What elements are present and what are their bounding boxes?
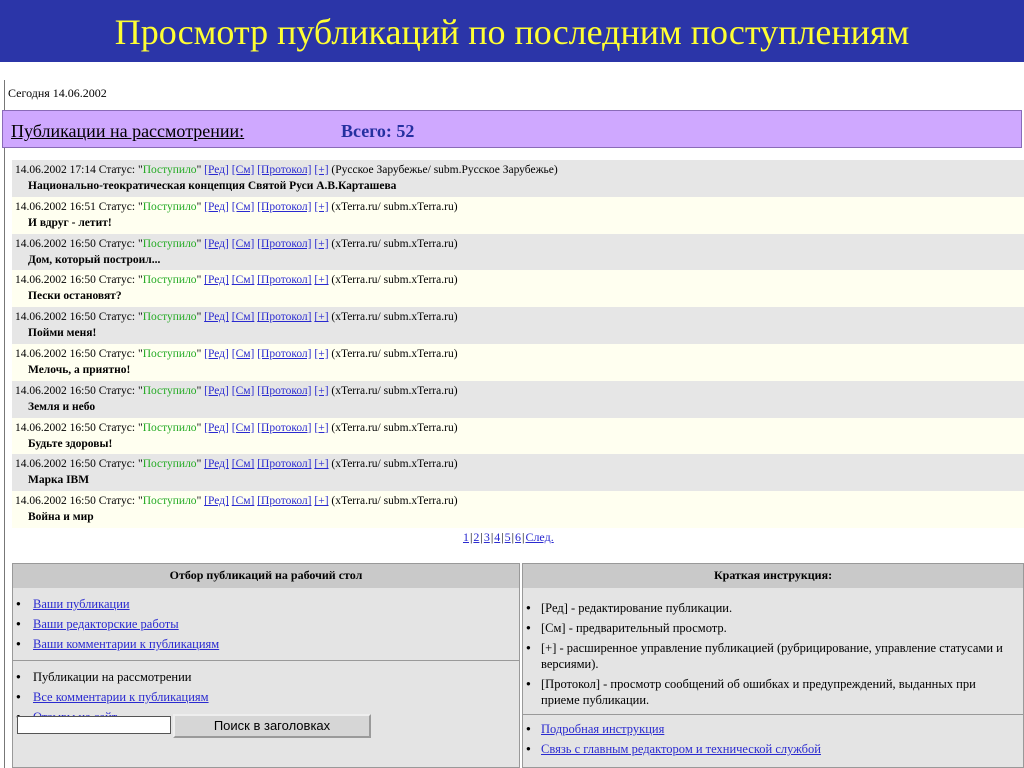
page-link[interactable]: 4 — [494, 530, 501, 544]
page-separator: | — [490, 530, 494, 544]
instruction-link[interactable]: Связь с главным редактором и технической службой — [541, 742, 821, 756]
protocol-link[interactable]: [Протокол] — [257, 347, 312, 360]
instruction-link-item — [523, 721, 1023, 737]
publication-title: Мелочь, а приятно! — [28, 363, 131, 376]
publication-title: Земля и небо — [28, 400, 96, 413]
view-link[interactable]: [См] — [231, 164, 255, 176]
publication-source: (xTerra.ru/ subm.xTerra.ru) — [331, 311, 458, 324]
publication-title: Дом, который построил... — [28, 253, 161, 266]
edit-link[interactable]: [Ред] — [204, 237, 229, 250]
view-link[interactable]: [См] — [231, 274, 255, 287]
publication-row — [12, 160, 1024, 197]
publication-status: Поступило — [142, 311, 197, 324]
publication-source: (xTerra.ru/ subm.xTerra.ru) — [331, 200, 458, 213]
publication-datetime: 14.06.2002 16:50 Статус: " — [15, 237, 143, 250]
page-link[interactable]: 2 — [473, 530, 480, 544]
today-date: Сегодня 14.06.2002 — [8, 86, 107, 100]
publication-row — [12, 491, 1024, 528]
view-link[interactable]: [См] — [231, 458, 255, 471]
selection-link-item — [13, 687, 519, 707]
publication-datetime: 14.06.2002 17:14 Статус: " — [15, 164, 143, 176]
edit-link[interactable]: [Ред] — [204, 421, 229, 434]
view-link[interactable]: [См] — [231, 237, 255, 250]
view-link[interactable]: [См] — [231, 311, 255, 324]
edit-link[interactable]: [Ред] — [204, 274, 229, 287]
publication-title: Национально-теократическая концепция Святой Руси А.В.Карташева — [28, 180, 397, 192]
instruction-item: ● [См] - предварительный просмотр. — [523, 620, 1023, 636]
selection-links-bottom — [13, 667, 519, 687]
extended-link[interactable]: [+] — [314, 164, 329, 176]
selection-link-item — [13, 634, 519, 654]
extended-link[interactable]: [+] — [314, 311, 329, 324]
publication-status: Поступило — [142, 200, 197, 213]
publication-meta: 14.06.2002 16:50 Статус: "Поступило" [Ред] [См] [Протокол] [+] (xTerra.ru/ subm.xTerra.ru) — [15, 495, 458, 508]
view-link[interactable]: [См] — [231, 347, 255, 360]
protocol-link[interactable]: [Протокол] — [257, 164, 312, 176]
publication-status: Поступило — [142, 458, 197, 471]
instructions-links — [523, 721, 1023, 757]
publication-source: (xTerra.ru/ subm.xTerra.ru) — [331, 384, 458, 397]
publication-datetime: 14.06.2002 16:51 Статус: " — [15, 200, 143, 213]
publication-status: Поступило — [142, 421, 197, 434]
instructions-heading: Краткая инструкция: — [523, 564, 1023, 588]
publication-meta: 14.06.2002 16:50 Статус: "Поступило" [Ред] [См] [Протокол] [+] (xTerra.ru/ subm.xTerra.ru) — [15, 421, 458, 434]
instruction-item: ● [+] - расширенное управление публикацией (рубрицирование, управление статусами и версиями). — [523, 640, 1023, 672]
page-separator: | — [522, 530, 525, 544]
instructions-divider — [523, 714, 1023, 715]
publication-meta: 14.06.2002 16:50 Статус: "Поступило" [Ред] [См] [Протокол] [+] (xTerra.ru/ subm.xTerra.ru) — [15, 384, 458, 397]
publication-source: (Русское Зарубежье/ subm.Русское Зарубежье) — [331, 164, 558, 176]
page-link[interactable]: 3 — [483, 530, 490, 544]
pending-bar — [2, 110, 1022, 148]
publication-datetime: 14.06.2002 16:50 Статус: " — [15, 274, 143, 287]
publication-meta: 14.06.2002 16:50 Статус: "Поступило" [Ред] [См] [Протокол] [+] (xTerra.ru/ subm.xTerra.ru) — [15, 458, 458, 471]
protocol-link[interactable]: [Протокол] — [257, 274, 312, 287]
publication-row — [12, 197, 1024, 234]
publication-datetime: 14.06.2002 16:50 Статус: " — [15, 458, 143, 471]
bottom-panels — [12, 563, 1024, 768]
current-section-item — [13, 667, 519, 687]
publication-row — [12, 270, 1024, 307]
selection-panel — [12, 563, 520, 768]
search-titles-button[interactable]: Поиск в заголовках — [173, 714, 371, 738]
edit-link[interactable]: [Ред] — [204, 347, 229, 360]
selection-link[interactable]: Ваши публикации — [33, 597, 130, 611]
selection-link[interactable]: Все комментарии к публикациям — [33, 690, 209, 704]
next-page-link[interactable]: След. — [525, 530, 554, 544]
publication-meta: 14.06.2002 16:50 Статус: "Поступило" [Ред] [См] [Протокол] [+] (xTerra.ru/ subm.xTerra.ru) — [15, 274, 458, 287]
view-link[interactable]: [См] — [231, 384, 255, 397]
page-link[interactable]: 5 — [504, 530, 511, 544]
publication-datetime: 14.06.2002 16:50 Статус: " — [15, 347, 143, 360]
publication-row — [12, 234, 1024, 271]
edit-link[interactable]: [Ред] — [204, 200, 229, 213]
publication-source: (xTerra.ru/ subm.xTerra.ru) — [331, 274, 458, 287]
selection-link[interactable]: Ваши комментарии к публикациям — [33, 637, 220, 651]
publication-row — [12, 381, 1024, 418]
extended-link[interactable]: [+] — [314, 274, 329, 287]
protocol-link[interactable]: [Протокол] — [257, 237, 312, 250]
instructions-list — [523, 588, 1023, 708]
publication-source: (xTerra.ru/ subm.xTerra.ru) — [331, 421, 458, 434]
pager — [463, 530, 554, 545]
page-separator: | — [511, 530, 515, 544]
slide-title: Просмотр публикаций по последним поступлениям — [0, 0, 1024, 62]
publication-title: Будьте здоровы! — [28, 437, 113, 450]
extended-link[interactable]: [+] — [314, 347, 329, 360]
page-separator: | — [480, 530, 483, 544]
publication-title: Пойми меня! — [28, 327, 97, 340]
publication-datetime: 14.06.2002 16:50 Статус: " — [15, 384, 143, 397]
publication-source: (xTerra.ru/ subm.xTerra.ru) — [331, 237, 458, 250]
publication-title: Марка IBM — [28, 474, 90, 487]
publication-meta: 14.06.2002 16:51 Статус: "Поступило" [Ред] [См] [Протокол] [+] (xTerra.ru/ subm.xTerra.ru) — [15, 200, 458, 213]
extended-link[interactable]: [+] — [314, 384, 329, 397]
edit-link[interactable]: [Ред] — [204, 495, 229, 508]
instruction-item: ● [Ред] - редактирование публикации. — [523, 600, 1023, 616]
protocol-link[interactable]: [Протокол] — [257, 458, 312, 471]
instructions-panel — [522, 563, 1024, 768]
search-input[interactable] — [17, 716, 171, 734]
edit-link[interactable]: [Ред] — [204, 384, 229, 397]
publication-title: Война и мир — [28, 511, 94, 524]
publication-datetime: 14.06.2002 16:50 Статус: " — [15, 421, 143, 434]
publication-title: Пески остановят? — [28, 290, 122, 303]
view-link[interactable]: [См] — [231, 421, 255, 434]
pending-total: Всего: 52 — [341, 121, 415, 141]
publication-datetime: 14.06.2002 16:50 Статус: " — [15, 311, 143, 324]
page-separator: | — [501, 530, 504, 544]
selection-link-item — [13, 614, 519, 634]
current-section-label: Публикации на рассмотрении — [33, 670, 192, 684]
instruction-item: ● [Протокол] - просмотр сообщений об ошибках и предупреждений, выданных при приеме публикации. — [523, 676, 1023, 708]
protocol-link[interactable]: [Протокол] — [257, 384, 312, 397]
protocol-link[interactable]: [Протокол] — [257, 421, 312, 434]
publication-datetime: 14.06.2002 16:50 Статус: " — [15, 495, 143, 508]
publication-source: (xTerra.ru/ subm.xTerra.ru) — [331, 347, 458, 360]
protocol-link[interactable]: [Протокол] — [257, 495, 312, 508]
page-link[interactable]: 6 — [515, 530, 522, 544]
publication-list — [12, 160, 1024, 528]
protocol-link[interactable]: [Протокол] — [257, 311, 312, 324]
view-link[interactable]: [См] — [231, 495, 255, 508]
selection-link-item — [13, 594, 519, 614]
publication-row — [12, 307, 1024, 344]
edit-link[interactable]: [Ред] — [204, 164, 229, 176]
selection-link[interactable]: Ваши редакторские работы — [33, 617, 179, 631]
protocol-link[interactable]: [Протокол] — [257, 200, 312, 213]
publication-status: Поступило — [142, 237, 197, 250]
publication-meta: 14.06.2002 17:14 Статус: "Поступило" [Ред] [См] [Протокол] [+] (Русское Зарубежье/ subm.Русское Зарубежье) — [15, 164, 558, 176]
edit-link[interactable]: [Ред] — [204, 458, 229, 471]
edit-link[interactable]: [Ред] — [204, 311, 229, 324]
publication-row — [12, 454, 1024, 491]
publication-status: Поступило — [142, 347, 197, 360]
page-separator: | — [470, 530, 473, 544]
publication-meta: 14.06.2002 16:50 Статус: "Поступило" [Ред] [См] [Протокол] [+] (xTerra.ru/ subm.xTerra.ru) — [15, 311, 458, 324]
extended-link[interactable]: [+] — [314, 458, 329, 471]
publication-source: (xTerra.ru/ subm.xTerra.ru) — [331, 458, 458, 471]
selection-links-top — [13, 594, 519, 654]
publication-row — [12, 344, 1024, 381]
publication-meta: 14.06.2002 16:50 Статус: "Поступило" [Ред] [См] [Протокол] [+] (xTerra.ru/ subm.xTerra.ru) — [15, 347, 458, 360]
publication-status: Поступило — [142, 164, 197, 176]
extended-link[interactable]: [+] — [314, 421, 329, 434]
page-link[interactable]: 1 — [463, 530, 469, 544]
extended-link[interactable]: [+] — [314, 495, 329, 508]
publication-status: Поступило — [142, 274, 197, 287]
panel-divider — [13, 660, 519, 661]
pending-label[interactable]: Публикации на рассмотрении: — [11, 121, 245, 141]
publication-source: (xTerra.ru/ subm.xTerra.ru) — [331, 495, 458, 508]
publication-status: Поступило — [142, 495, 197, 508]
selection-panel-heading: Отбор публикаций на рабочий стол — [13, 564, 519, 588]
instruction-link-item — [523, 741, 1023, 757]
view-link[interactable]: [См] — [231, 200, 255, 213]
extended-link[interactable]: [+] — [314, 200, 329, 213]
publication-title: И вдруг - летит! — [28, 216, 112, 229]
publication-meta: 14.06.2002 16:50 Статус: "Поступило" [Ред] [См] [Протокол] [+] (xTerra.ru/ subm.xTerra.ru) — [15, 237, 458, 250]
publication-row — [12, 418, 1024, 455]
extended-link[interactable]: [+] — [314, 237, 329, 250]
instruction-link[interactable]: Подробная инструкция — [541, 722, 665, 736]
publication-status: Поступило — [142, 384, 197, 397]
